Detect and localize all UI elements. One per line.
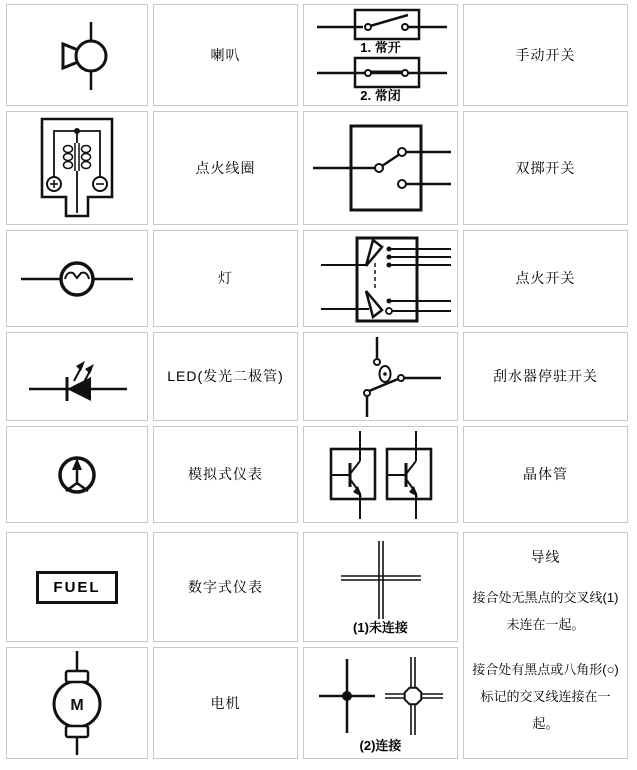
wire-crossing-unconnected-symbol <box>305 539 457 621</box>
analog-meter-symbol <box>7 429 147 521</box>
symbol-label: 模拟式仪表 <box>188 466 263 482</box>
symbol-label: 刮水器停驻开关 <box>493 368 598 384</box>
motor-letter: M <box>70 697 84 714</box>
symbol-cell-ignition-switch <box>303 230 458 327</box>
wire-note-connected: 接合处有黑点或八角形(○)标记的交叉线连接在一起。 <box>472 661 619 732</box>
label-cell-motor <box>153 647 298 759</box>
label-cell-led <box>153 332 298 421</box>
label-cell-analog-meter <box>153 426 298 523</box>
label-cell-ignition-coil <box>153 111 298 225</box>
caption-unconnected: (1)未连接 <box>353 619 408 635</box>
wiper-park-switch-symbol <box>305 335 457 419</box>
label-cell-wiper-park <box>463 332 628 421</box>
transistor-pair-symbol <box>305 429 457 521</box>
symbol-label: 点火开关 <box>515 270 576 286</box>
fuel-text: FUEL <box>53 578 101 596</box>
motor-symbol <box>7 649 147 757</box>
wire-title: 导线 <box>530 549 561 565</box>
symbol-cell-double-throw <box>303 111 458 225</box>
label-cell-transistor <box>463 426 628 523</box>
label-cell-horn <box>153 4 298 106</box>
symbol-label: 喇叭 <box>210 46 241 63</box>
symbol-cell-crossing-unconnected <box>303 532 458 642</box>
lamp-symbol <box>7 233 147 325</box>
label-cell-double-throw <box>463 111 628 225</box>
symbol-label: 数字式仪表 <box>188 578 263 595</box>
label-cell-ignition-switch <box>463 230 628 327</box>
symbol-cell-manual-switch <box>303 4 458 106</box>
symbol-cell-analog-meter <box>6 426 148 523</box>
symbol-cell-crossing-connected <box>303 647 458 759</box>
led-symbol <box>7 335 147 419</box>
symbol-cell-horn <box>6 4 148 106</box>
caption-normally-open: 1. 常开 <box>360 39 401 55</box>
label-cell-digital-meter <box>153 532 298 642</box>
symbol-label: 晶体管 <box>523 466 568 482</box>
label-cell-lamp <box>153 230 298 327</box>
caption-connected: (2)连接 <box>359 737 402 753</box>
caption-normally-closed: 2. 常闭 <box>360 88 401 103</box>
symbol-cell-led <box>6 332 148 421</box>
symbol-label: LED(发光二极管) <box>167 368 284 384</box>
ignition-coil-symbol <box>8 113 146 223</box>
symbol-cell-motor <box>6 647 148 759</box>
symbol-cell-ignition-coil <box>6 111 148 225</box>
digital-meter-symbol <box>36 571 117 604</box>
wire-note-unconnected: 接合处无黑点的交叉线(1)未连在一起。 <box>472 590 619 633</box>
switch-normally-open-symbol <box>305 7 457 41</box>
symbol-label: 灯 <box>218 270 233 286</box>
symbol-label: 双掷开关 <box>515 159 576 176</box>
horn-symbol <box>7 6 147 104</box>
symbol-cell-lamp <box>6 230 148 327</box>
symbol-cell-wiper-park <box>303 332 458 421</box>
symbols-table-2 <box>6 532 628 759</box>
wire-crossing-connected-symbol <box>305 653 457 739</box>
label-cell-manual-switch <box>463 4 628 106</box>
symbol-cell-digital-meter <box>6 532 148 642</box>
ignition-switch-symbol <box>305 233 457 325</box>
symbol-cell-transistor <box>303 426 458 523</box>
symbols-table-1 <box>6 4 628 523</box>
symbol-label: 手动开关 <box>515 46 576 63</box>
symbol-label: 点火线圈 <box>195 159 256 176</box>
double-throw-switch-symbol <box>305 114 457 222</box>
switch-normally-closed-symbol <box>305 55 457 89</box>
wire-description-cell <box>463 532 628 759</box>
symbol-label: 电机 <box>210 694 241 711</box>
